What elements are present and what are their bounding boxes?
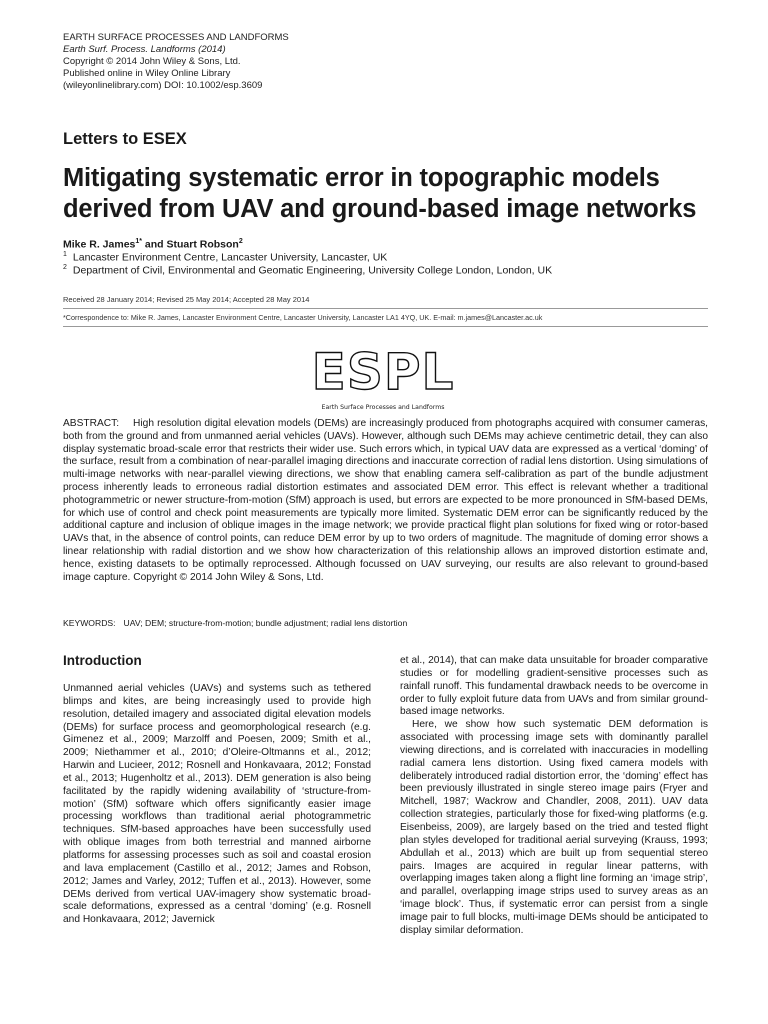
author-2-sup: 2 — [238, 238, 243, 245]
right-column — [400, 655, 708, 938]
espl-logo-subtitle: Earth Surface Processes and Landforms — [321, 404, 445, 411]
keywords — [63, 618, 708, 628]
paper-title: Mitigating systematic error in topographic models derived from UAV and ground-based image networks — [63, 164, 697, 223]
received-dates: Received 28 January 2014; Revised 25 May 2014; Accepted 28 May 2014 — [63, 295, 310, 304]
section-label: Letters to ESEX — [63, 130, 187, 148]
author-1: Mike R. James — [63, 238, 136, 251]
affiliation-2-num: 2 — [63, 264, 67, 271]
abstract-text: High resolution digital elevation models (DEMs) are increasingly produced from photographs acquired with consumer cameras, both from the ground and from unmanned aerial vehicles (UAVs). However, although such DEMs may achieve centimetric detail, they can also display systematic broad-scale error that restricts their wider use. Such errors which, in typical UAV data are expressed as a vertical ‘doming’ of the surface, result from a combination of near-parallel imaging directions and inaccurate correction of radial lens distortion. Using simulations of multi-image networks with near-parallel viewing directions, we show that enabling camera self-calibration as part of the bundle adjustment process inherently leads to erroneous radial distortion estimates and associated DEM error. This effect is relevant whether a traditional photogrammetric or newer structure-from-motion (SfM) approach is used, but errors are expected to be more pronounced in SfM-based DEMs, for which use of control and check point measurements are typically more limited. Systematic DEM error can be significantly reduced by the additional capture and inclusion of oblique images in the image network; we provide practical flight plan solutions for fixed wing or rotor-based UAVs that, in the absence of control points, can reduce DEM error by up to two orders of magnitude. The magnitude of doming error shows a linear relationship with radial distortion and we show how characterization of this relationship allows an improved distortion estimate and, hence, existing datasets to be optimally reprocessed. Although focussed on UAV surveying, our results are also relevant to ground-based image capture. Copyright © 2014 John Wiley & Sons, Ltd. — [63, 418, 708, 583]
divider — [63, 308, 708, 309]
keywords-text: UAV; DEM; structure-from-motion; bundle adjustment; radial lens distortion — [123, 618, 408, 628]
abstract-heading: ABSTRACT: — [63, 418, 120, 429]
divider — [63, 326, 708, 327]
intro-paragraph-2: Here, we show how such systematic DEM deformation is associated with processing image sets with dominantly parallel viewing directions, and is correlated with inaccuracies in modelling radial camera lens distortion. Using fixed camera models with deliberately introduced radial distortion error, the ‘doming’ effect has been previously illustrated in single stereo image pairs (Fryer and Mitchell, 1987; Wackrow and Chandler, 2008, 2011). UAV data collection strategies, particularly those for fixed-wing platforms (e.g. Eisenbeiss, 2009), are largely based on the tried and tested flight plan styles developed for traditional aerial surveying (Krauss, 1993; Abdullah et al., 2013) which are built up from sequential stereo pairs. Images are acquired in regular linear patterns, with overlapping images taken along a flight line forming an ‘image strip’, and parallel, overlapping image strips used to survey areas as an ‘image block’. Thus, if systematic error can persist from a single image pair to full blocks, multi-image DEMs should be anticipated to display similar deformation. — [400, 719, 708, 936]
journal-name: EARTH SURFACE PROCESSES AND LANDFORMS — [63, 32, 289, 43]
introduction-heading: Introduction — [63, 653, 142, 668]
espl-logo — [312, 343, 454, 415]
journal-copyright: Copyright © 2014 John Wiley & Sons, Ltd. — [63, 56, 241, 67]
journal-citation: Earth Surf. Process. Landforms (2014) — [63, 44, 226, 55]
affiliation-1 — [63, 251, 743, 264]
author-and: and — [142, 238, 167, 251]
journal-published: Published online in Wiley Online Library — [63, 68, 231, 79]
correspondence: *Correspondence to: Mike R. James, Lancaster Environment Centre, Lancaster University, Lancaster LA1 4YQ, UK. E-mail: m.james@Lancaster.ac.uk — [63, 313, 543, 322]
espl-logo-text: ESPL — [312, 343, 454, 401]
author-2: Stuart Robson — [166, 238, 239, 251]
journal-doi: (wileyonlinelibrary.com) DOI: 10.1002/esp.3609 — [63, 80, 263, 91]
keywords-heading: KEYWORDS: — [63, 618, 116, 628]
author-1-sup: 1* — [135, 238, 142, 245]
affiliation-1-text: Lancaster Environment Centre, Lancaster University, Lancaster, UK — [72, 251, 388, 264]
intro-paragraph-1: Unmanned aerial vehicles (UAVs) and systems such as tethered blimps and kites, are being increasingly used to provide high resolution, detailed imagery and associated digital elevation models (DEMs) for surface process and geomorphological research (e.g. Gimenez et al., 2009; Marzolff and Poesen, 2009; Smith et al., 2009; Niethammer et al., 2010; d’Oleire-Oltmanns et al., 2012; Harwin and Lucieer, 2012; Rosnell and Honkavaara, 2012; Fonstad et al., 2013; Hugenholtz et al., 2013). DEM generation is also being facilitated by the rapidly widening availability of ‘structure-from-motion’ (SfM) software which offers significantly easier image processing workflows than traditional aerial photogrammetric techniques. SfM-based approaches have been successfully used with oblique images from both terrestrial and manned airborne platforms for assessing processes such as soil and coastal erosion and lava emplacement (Castillo et al., 2012; James and Robson, 2012; James and Varley, 2012; Tuffen et al., 2013). However, some DEMs derived from vertical UAV-imagery show systematic broad-scale deformations, expressed as a central ‘doming’ (e.g. Rosnell and Honkavaara, 2012; Javernick — [63, 683, 371, 926]
abstract — [63, 418, 708, 584]
left-column — [63, 683, 371, 927]
journal-header — [63, 32, 289, 92]
affiliation-1-num: 1 — [63, 251, 67, 258]
author-line — [63, 238, 243, 251]
intro-paragraph-1-cont: et al., 2014), that can make data unsuitable for broader comparative studies or for modelling gradient-sensitive processes such as rainfall runoff. This fundamental drawback needs to be overcome in order to fully exploit future data from UAVs and from similar ground-based image networks. — [400, 655, 708, 718]
affiliation-2-text: Department of Civil, Environmental and Geomatic Engineering, University College London, London, UK — [72, 264, 553, 277]
affiliation-2 — [63, 264, 743, 277]
